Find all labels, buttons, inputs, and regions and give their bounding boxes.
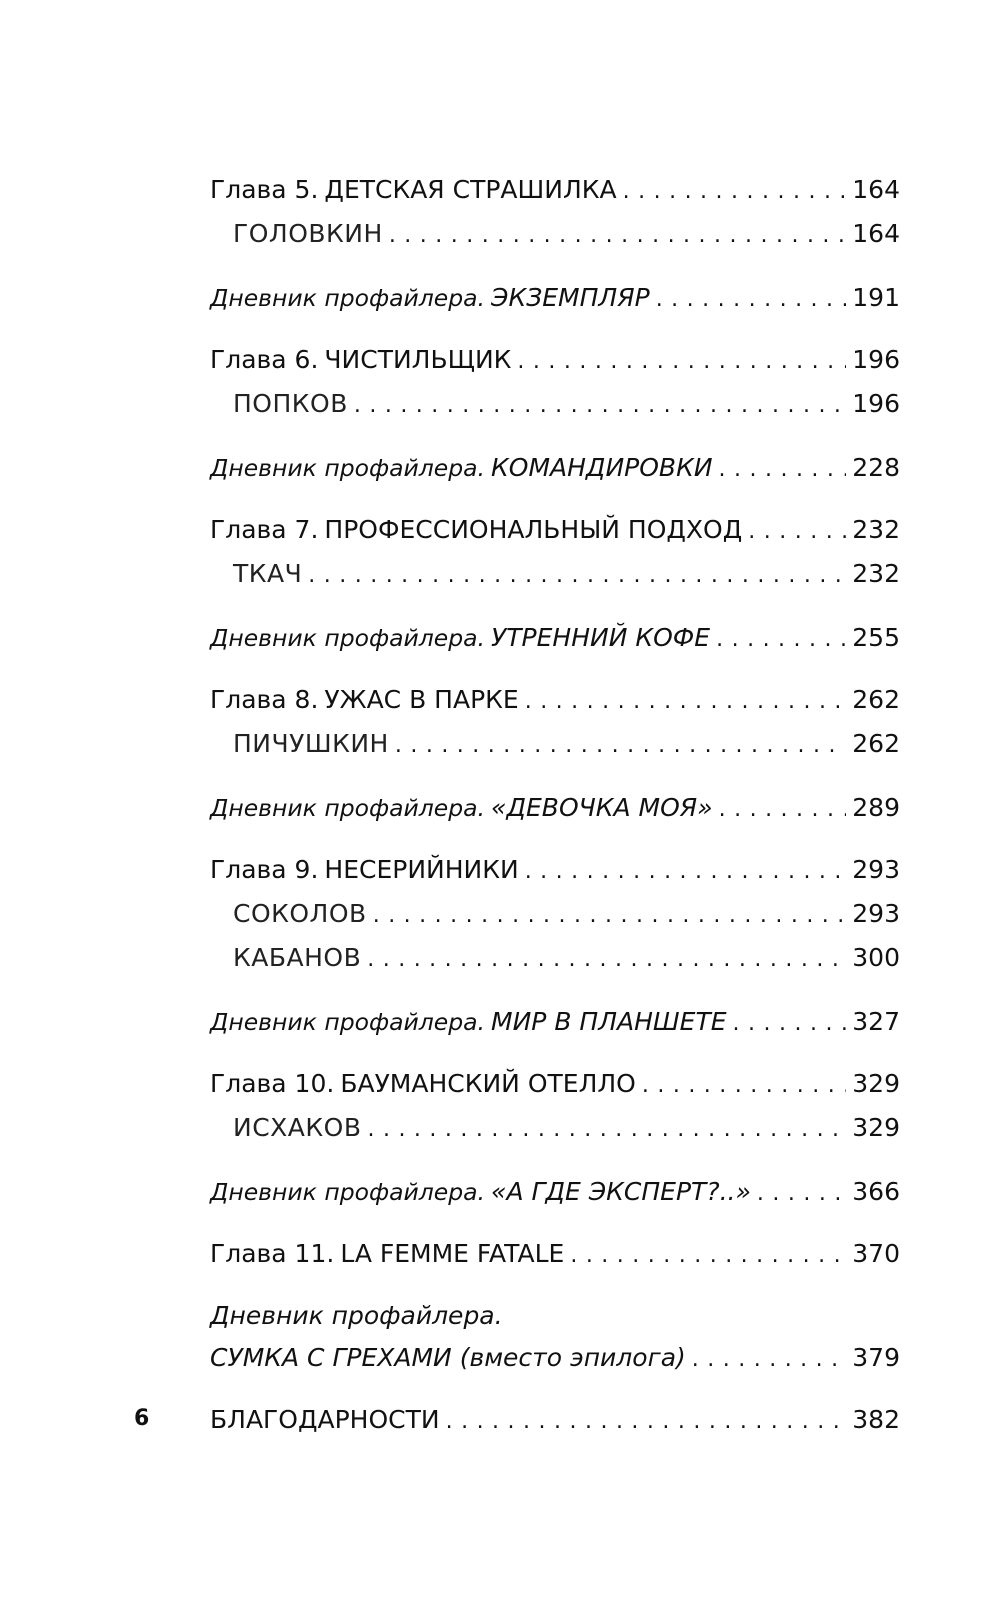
dot-leader [395, 724, 846, 768]
page-ref: 262 [852, 685, 900, 714]
dot-leader [692, 1338, 847, 1382]
toc-entry-golovkin[interactable] [210, 212, 900, 256]
chapter-title: НЕСЕРИЙНИКИ [324, 855, 519, 884]
chapter-title: ЧИСТИЛЬЩИК [324, 345, 512, 374]
table-of-contents [210, 168, 900, 1442]
diary-title: ЭКЗЕМПЛЯР [491, 283, 650, 312]
dot-leader [367, 938, 846, 982]
toc-entry-diary-utrenniy-kofe[interactable] [210, 616, 900, 660]
page-ref: 228 [852, 453, 900, 482]
page-ref: 232 [852, 559, 900, 588]
page-number: 6 [134, 1406, 150, 1431]
chapter-label: Глава 5. [210, 175, 319, 204]
page-ref: 191 [852, 283, 900, 312]
diary-title: МИР В ПЛАНШЕТЕ [491, 1007, 727, 1036]
page-ref: 382 [852, 1405, 900, 1434]
toc-entry-blagodarnosti[interactable] [210, 1398, 900, 1442]
page-ref: 327 [852, 1007, 900, 1036]
chapter-title: ДЕТСКАЯ СТРАШИЛКА [324, 175, 617, 204]
page-ref: 379 [852, 1343, 900, 1372]
page-ref: 329 [852, 1113, 900, 1142]
section-title: ГОЛОВКИН [233, 219, 383, 248]
toc-entry-chapter-9[interactable] [210, 848, 900, 892]
dot-leader [525, 680, 847, 724]
dot-leader [367, 1108, 846, 1152]
page-ref: 262 [852, 729, 900, 758]
chapter-label: Глава 11. [210, 1239, 335, 1268]
chapter-title: БАУМАНСКИЙ ОТЕЛЛО [340, 1069, 636, 1098]
chapter-label: Глава 6. [210, 345, 319, 374]
dot-leader [525, 850, 847, 894]
page-ref: 196 [852, 345, 900, 374]
page-ref: 293 [852, 899, 900, 928]
toc-entry-kabanov[interactable] [210, 936, 900, 980]
dot-leader [757, 1172, 846, 1216]
page-ref: 329 [852, 1069, 900, 1098]
dot-leader [733, 1002, 847, 1046]
dot-leader [308, 554, 846, 598]
chapter-label: Глава 10. [210, 1069, 335, 1098]
page-ref: 232 [852, 515, 900, 544]
diary-label: Дневник профайлера. [210, 454, 486, 482]
dot-leader [570, 1234, 846, 1278]
toc-entry-chapter-6[interactable] [210, 338, 900, 382]
diary-label: Дневник профайлера. [210, 1301, 503, 1330]
diary-label: Дневник профайлера. [210, 794, 486, 822]
diary-label: Дневник профайлера. [210, 1178, 486, 1206]
page-ref: 366 [852, 1177, 900, 1206]
chapter-title: ПРОФЕССИОНАЛЬНЫЙ ПОДХОД [324, 515, 743, 544]
dot-leader [748, 510, 846, 554]
diary-title: «ДЕВОЧКА МОЯ» [491, 793, 713, 822]
diary-title: КОМАНДИРОВКИ [491, 453, 713, 482]
section-title: БЛАГОДАРНОСТИ [210, 1405, 440, 1434]
diary-title: СУМКА С ГРЕХАМИ (вместо эпилога) [210, 1343, 686, 1372]
chapter-title: УЖАС В ПАРКЕ [324, 685, 519, 714]
dot-leader [656, 278, 847, 322]
toc-entry-diary-a-gde-ekspert[interactable] [210, 1170, 900, 1214]
toc-entry-diary-sumka-heading[interactable] [210, 1296, 900, 1336]
dot-leader [517, 340, 846, 384]
section-title: КАБАНОВ [233, 943, 362, 972]
toc-entry-sokolov[interactable] [210, 892, 900, 936]
section-title: ТКАЧ [233, 559, 303, 588]
chapter-label: Глава 7. [210, 515, 319, 544]
diary-label: Дневник профайлера. [210, 1008, 486, 1036]
toc-entry-diary-ekzemplyar[interactable] [210, 276, 900, 320]
page-ref: 255 [852, 623, 900, 652]
dot-leader [719, 448, 847, 492]
dot-leader [354, 384, 846, 428]
toc-entry-pichushkin[interactable] [210, 722, 900, 766]
page-ref: 293 [852, 855, 900, 884]
section-title: ПОПКОВ [233, 389, 348, 418]
section-title: ИСХАКОВ [233, 1113, 362, 1142]
toc-entry-chapter-8[interactable] [210, 678, 900, 722]
section-title: ПИЧУШКИН [233, 729, 389, 758]
page-ref: 300 [852, 943, 900, 972]
page-ref: 164 [852, 175, 900, 204]
page-ref: 164 [852, 219, 900, 248]
dot-leader [373, 894, 847, 938]
toc-entry-chapter-11[interactable] [210, 1232, 900, 1276]
diary-label: Дневник профайлера. [210, 624, 486, 652]
toc-entry-popkov[interactable] [210, 382, 900, 426]
dot-leader [623, 170, 847, 214]
toc-entry-chapter-10[interactable] [210, 1062, 900, 1106]
toc-entry-iskhakov[interactable] [210, 1106, 900, 1150]
toc-entry-chapter-7[interactable] [210, 508, 900, 552]
page-ref: 370 [852, 1239, 900, 1268]
dot-leader [716, 618, 846, 662]
page-ref: 289 [852, 793, 900, 822]
toc-entry-diary-mir-v-planshete[interactable] [210, 1000, 900, 1044]
dot-leader [642, 1064, 846, 1108]
dot-leader [389, 214, 846, 258]
section-title: СОКОЛОВ [233, 899, 367, 928]
dot-leader [446, 1400, 847, 1444]
page-ref: 196 [852, 389, 900, 418]
toc-entry-chapter-5[interactable] [210, 168, 900, 212]
chapter-title: LA FEMME FATALE [340, 1239, 565, 1268]
diary-title: «А ГДЕ ЭКСПЕРТ?..» [491, 1177, 751, 1206]
dot-leader [719, 788, 847, 832]
chapter-label: Глава 8. [210, 685, 319, 714]
toc-entry-tkach[interactable] [210, 552, 900, 596]
toc-entry-diary-sumka-s-grekhami[interactable] [210, 1336, 900, 1380]
toc-entry-diary-komandirovki[interactable] [210, 446, 900, 490]
toc-entry-diary-devochka-moya[interactable] [210, 786, 900, 830]
diary-title: УТРЕННИЙ КОФЕ [491, 623, 711, 652]
diary-label: Дневник профайлера. [210, 284, 486, 312]
chapter-label: Глава 9. [210, 855, 319, 884]
